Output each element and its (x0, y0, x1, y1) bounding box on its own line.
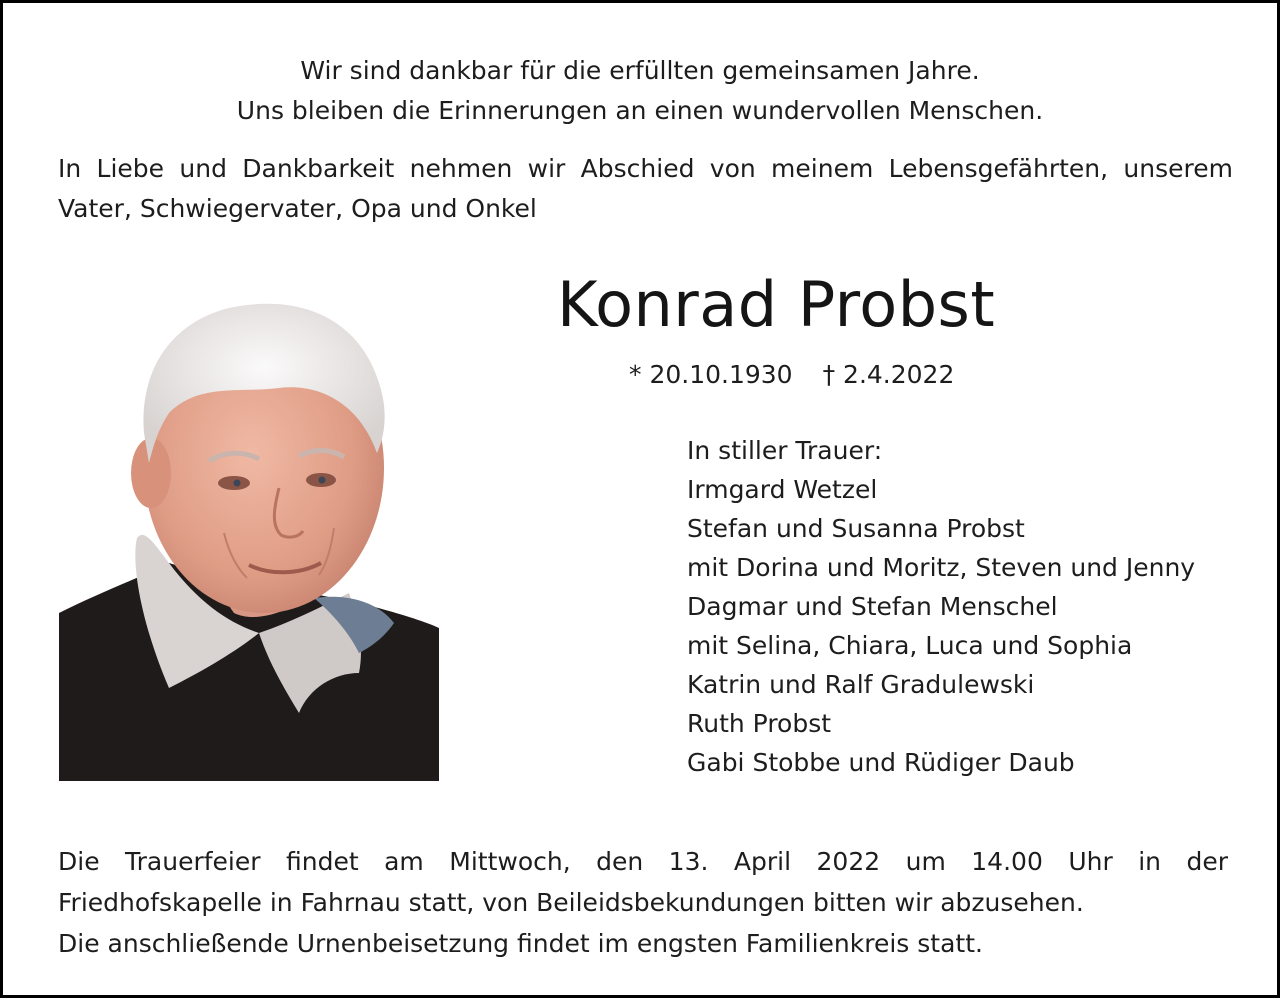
portrait-illustration (59, 293, 439, 781)
mourners-heading: In stiller Trauer: (687, 436, 883, 465)
mourner-name: Dagmar und Stefan Menschel (687, 592, 1058, 621)
mourner-name: Katrin und Ralf Gradulewski (687, 670, 1035, 699)
mourner-name: Gabi Stobbe und Rüdiger Daub (687, 748, 1075, 777)
intro-line-1: In Liebe und Dankbarkeit nehmen wir Abschied von meinem Lebensgefährten, unserem (58, 154, 1233, 183)
mourner-name: Stefan und Susanna Probst (687, 514, 1025, 543)
notice-line-3: Die anschließende Urnenbeisetzung findet im engsten Familienkreis statt. (58, 929, 983, 958)
birth-date: * 20.10.1930 (629, 360, 793, 389)
funeral-notice (58, 841, 1228, 964)
motto-line-2: Uns bleiben die Erinnerungen an einen wundervollen Menschen. (236, 96, 1044, 125)
notice-line-2: Friedhofskapelle in Fahrnau statt, von Beileidsbekundungen bitten wir abzusehen. (58, 888, 1084, 917)
mourner-name: mit Dorina und Moritz, Steven und Jenny (687, 553, 1196, 582)
life-dates (629, 355, 954, 395)
mourner-name: mit Selina, Chiara, Luca und Sophia (687, 631, 1133, 660)
intro-text (58, 149, 1233, 229)
portrait-photo (59, 293, 439, 781)
notice-line-1: Die Trauerfeier findet am Mittwoch, den 13. April 2022 um 14.00 Uhr in der (58, 847, 1228, 876)
mourner-name: Irmgard Wetzel (687, 475, 878, 504)
motto (3, 51, 1277, 131)
intro-line-2: Vater, Schwiegervater, Opa und Onkel (58, 194, 537, 223)
death-date: † 2.4.2022 (822, 360, 955, 389)
mourner-name: Ruth Probst (687, 709, 832, 738)
motto-line-1: Wir sind dankbar für die erfüllten gemeinsamen Jahre. (300, 56, 980, 85)
mourners-list (687, 431, 1247, 782)
deceased-name: Konrad Probst (557, 268, 996, 341)
